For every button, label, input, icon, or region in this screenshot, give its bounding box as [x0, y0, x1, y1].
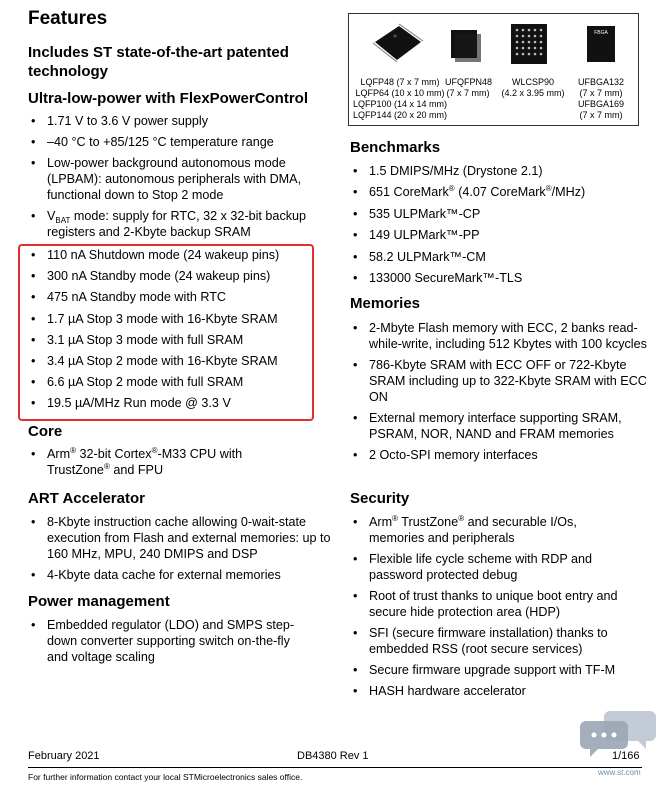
- list-item: • 2-Mbyte Flash memory with ECC, 2 banks read-while-write, including 512 Kbytes with 100 kcycles: [353, 321, 647, 351]
- ulp-list: [28, 113, 328, 245]
- list-item: • 8-Kbyte instruction cache allowing 0-wait-state execution from Flash and external memories: up to 160 MHz, MPU, 240 DMIPS and DSP: [31, 515, 331, 561]
- footer-note: For further information contact your local STMicroelectronics sales office.: [28, 772, 303, 782]
- list-item: • 19.5 µA/MHz Run mode @ 3.3 V: [31, 396, 231, 411]
- list-item: • Low-power background autonomous mode (LPBAM): autonomous peripherals with DMA, functional down to Stop 2 mode: [31, 156, 302, 202]
- list-item: • $V_{BAT}$ mode: supply for RTC, 32 x 32-bit backup registers and 2-Kbyte backup SRAM: [31, 209, 307, 239]
- page-title: Features: [28, 8, 108, 29]
- pkg-lqfp48: LQFP48 (7 x 7 mm): [360, 77, 440, 87]
- wlcsp-chip-icon: [509, 22, 549, 66]
- list-item: • 535 ULPMark™-CP: [353, 206, 481, 221]
- core-list: [28, 446, 328, 478]
- ufbga-chip-icon: [585, 24, 617, 64]
- package-images-box: [348, 13, 639, 126]
- list-item: • 2 Octo-SPI memory interfaces: [353, 448, 538, 462]
- bench-list: [350, 163, 650, 286]
- intro-heading: Includes ST state-of-the-art patented technology: [28, 44, 289, 80]
- list-item: • 786-Kbyte SRAM with ECC OFF or 722-Kbyte SRAM including up to 322-Kbyte SRAM with ECC ON: [353, 358, 647, 404]
- list-item: • –40 °C to +85/125 °C temperature range: [31, 135, 274, 149]
- footer-rule: [28, 767, 642, 768]
- pkg-ufqfpn48-size: (7 x 7 mm): [446, 88, 490, 98]
- lqfp-chip-icon: [369, 22, 425, 66]
- list-item: • 149 ULPMark™-PP: [353, 228, 480, 243]
- mem-heading: Memories: [350, 295, 421, 312]
- art-heading: ART Accelerator: [28, 490, 145, 507]
- list-item: • Root of trust thanks to unique boot entry and secure hide protection area (HDP): [353, 589, 618, 619]
- pkg-lqfp64: LQFP64 (10 x 10 mm): [355, 88, 445, 98]
- list-item: • 3.1 µA Stop 3 mode with full SRAM: [31, 332, 244, 347]
- power-heading: Power management: [28, 593, 170, 610]
- footer-url: www.st.com: [598, 768, 641, 777]
- list-item: • 4-Kbyte data cache for external memories: [31, 568, 281, 582]
- list-item: • 651 CoreMark® (4.07 CoreMark®/MHz): [353, 184, 586, 200]
- list-item: • HASH hardware accelerator: [353, 684, 526, 698]
- list-item: • SFI (secure firmware installation) thanks to embedded RSS (root secure services): [353, 626, 608, 656]
- footer-doc-id: DB4380 Rev 1: [297, 750, 369, 762]
- list-item: • 58.2 ULPMark™-CM: [353, 249, 486, 264]
- list-item: • 110 nA Shutdown mode (24 wakeup pins): [31, 248, 280, 262]
- power-list: [28, 617, 328, 665]
- pkg-wlcsp90-size: (4.2 x 3.95 mm): [501, 88, 565, 98]
- ulp-heading: Ultra-low-power with FlexPowerControl: [28, 90, 309, 107]
- fbga-label: FBGA: [594, 30, 608, 36]
- core-heading: Core: [28, 423, 63, 440]
- list-item: • Secure firmware upgrade support with TF-M: [353, 663, 616, 677]
- pkg-ufbga169-size: (7 x 7 mm): [579, 110, 623, 120]
- list-item: • Arm® 32-bit Cortex®-M33 CPU with TrustZone® and FPU: [31, 446, 243, 477]
- list-item: • 133000 SecureMark™-TLS: [353, 270, 523, 285]
- list-item: • 1.5 DMIPS/MHz (Drystone 2.1): [353, 164, 543, 178]
- pkg-ufqfpn48: UFQFPN48: [445, 77, 493, 87]
- sec-list: [350, 514, 650, 699]
- list-item: • Flexible life cycle scheme with RDP and password protected debug: [353, 552, 593, 582]
- art-list: [28, 514, 331, 583]
- sec-heading: Security: [350, 490, 410, 507]
- footer-page: 1/166: [612, 750, 640, 762]
- mem-list: [350, 320, 650, 463]
- footer-date: February 2021: [28, 750, 100, 762]
- list-item: • External memory interface supporting SRAM, PSRAM, NOR, NAND and FRAM memories: [353, 411, 622, 441]
- list-item: • 3.4 µA Stop 2 mode with 16-Kbyte SRAM: [31, 353, 278, 368]
- list-item: • 6.6 µA Stop 2 mode with full SRAM: [31, 375, 244, 390]
- bench-heading: Benchmarks: [350, 139, 441, 156]
- pkg-lqfp144: LQFP144 (20 x 20 mm): [352, 110, 448, 120]
- pkg-ufbga132: UFBGA132: [577, 77, 625, 87]
- ufqfpn-chip-icon: [447, 26, 483, 64]
- list-item: • 300 nA Standby mode (24 wakeup pins): [31, 269, 271, 284]
- list-item: • 1.71 V to 3.6 V power supply: [31, 114, 209, 128]
- chat-bubble-icon: [580, 707, 658, 759]
- list-item: • 1.7 µA Stop 3 mode with 16-Kbyte SRAM: [31, 311, 278, 326]
- pkg-ufbga169: UFBGA169: [577, 99, 625, 109]
- pkg-ufbga132-size: (7 x 7 mm): [579, 88, 623, 98]
- list-item: • 475 nA Standby mode with RTC: [31, 290, 226, 305]
- pkg-wlcsp90: WLCSP90: [511, 77, 555, 87]
- ulp-power-modes-list: [28, 247, 328, 411]
- list-item: • Arm® TrustZone® and securable I/Os, memories and peripherals: [353, 514, 577, 545]
- list-item: • Embedded regulator (LDO) and SMPS step-down converter supporting switch on-the-fly and voltage scaling: [31, 618, 295, 664]
- pkg-lqfp100: LQFP100 (14 x 14 mm): [352, 99, 448, 109]
